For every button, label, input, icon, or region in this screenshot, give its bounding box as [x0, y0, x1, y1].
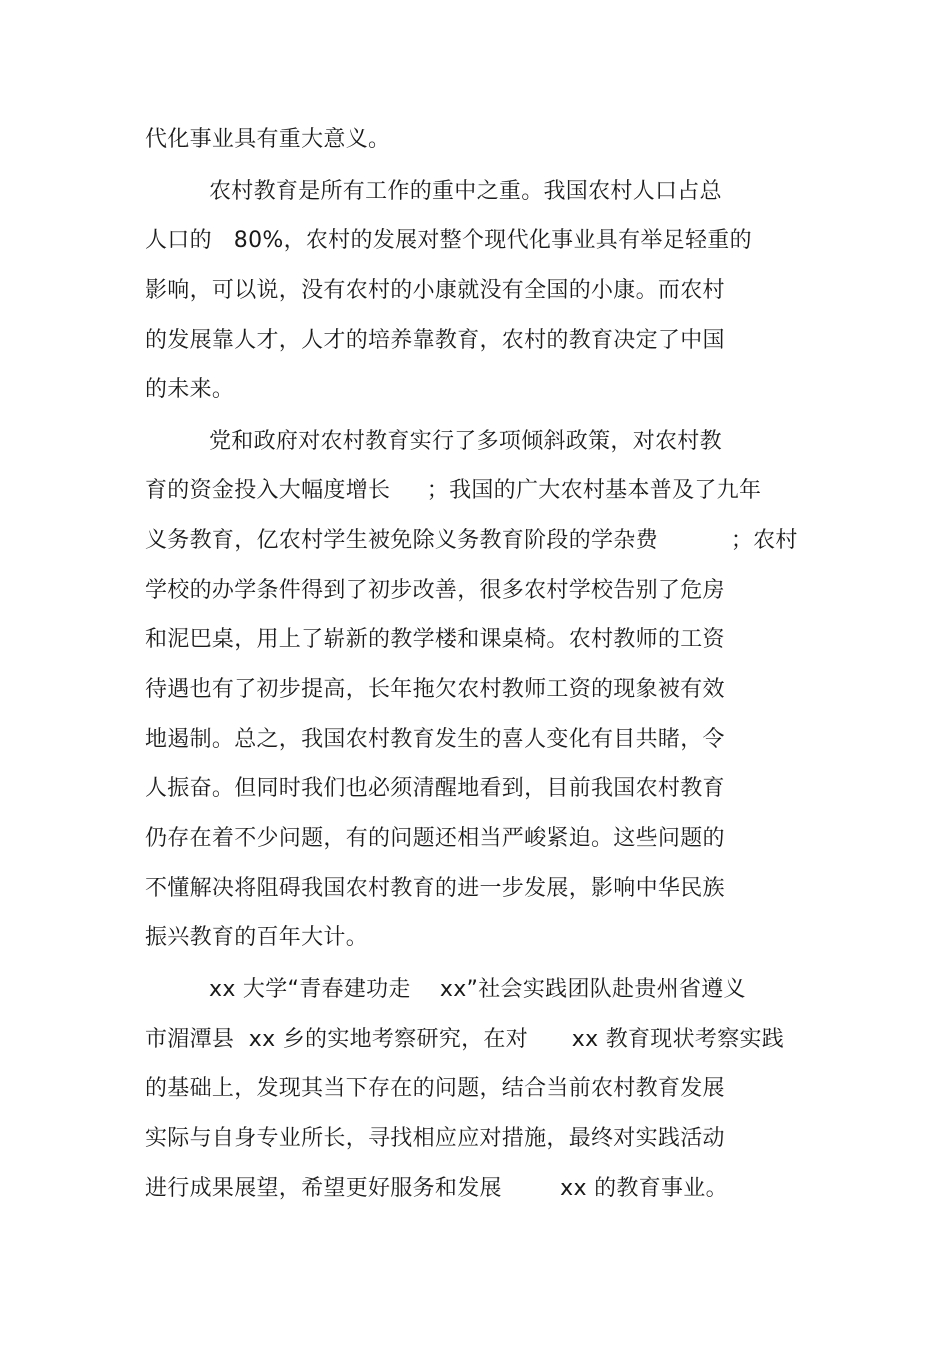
- text-line: 人振奋。但同时我们也必须清醒地看到，目前我国农村教育: [145, 776, 725, 801]
- text-line: 仍存在着不少问题，有的问题还相当严峻紧迫。这些问题的: [145, 826, 725, 851]
- text-line: 学校的办学条件得到了初步改善，很多农村学校告别了危房: [145, 578, 725, 603]
- text-line: 代化事业具有重大意义。: [145, 127, 391, 152]
- paragraph-first-line: 党和政府对农村教育实行了多项倾斜政策，对农村教: [209, 429, 722, 454]
- paragraph-first-line: xx 大学“青春建功走 xx”社会实践团队赴贵州省遵义: [209, 977, 746, 1002]
- paragraph-first-line: 农村教育是所有工作的重中之重。我国农村人口占总: [209, 179, 722, 204]
- text-line: 人口的 80%，农村的发展对整个现代化事业具有举足轻重的: [145, 228, 752, 253]
- text-line: 振兴教育的百年大计。: [145, 925, 369, 950]
- text-line: 影响，可以说，没有农村的小康就没有全国的小康。而农村: [145, 278, 725, 303]
- text-line: 待遇也有了初步提高，长年拖欠农村教师工资的现象被有效: [145, 677, 725, 702]
- text-line: 义务教育，亿农村学生被免除义务教育阶段的学杂费 ；农村: [145, 528, 798, 553]
- text-line: 实际与自身专业所长，寻找相应应对措施，最终对实践活动: [145, 1126, 725, 1151]
- text-line: 的未来。: [145, 377, 235, 402]
- text-line: 地遏制。总之，我国农村教育发生的喜人变化有目共睹，令: [145, 727, 725, 752]
- text-line: 的基础上，发现其当下存在的问题，结合当前农村教育发展: [145, 1076, 725, 1101]
- text-line: 育的资金投入大幅度增长 ；我国的广大农村基本普及了九年: [145, 478, 762, 503]
- text-line: 不懂解决将阻碍我国农村教育的进一步发展，影响中华民族: [145, 876, 725, 901]
- text-line: 的发展靠人才，人才的培养靠教育，农村的教育决定了中国: [145, 328, 725, 353]
- text-line: 进行成果展望，希望更好服务和发展 xx 的教育事业。: [145, 1176, 728, 1201]
- text-line: 和泥巴桌，用上了崭新的教学楼和课桌椅。农村教师的工资: [145, 627, 725, 652]
- text-line: 市湄潭县 xx 乡的实地考察研究，在对 xx 教育现状考察实践: [145, 1027, 785, 1052]
